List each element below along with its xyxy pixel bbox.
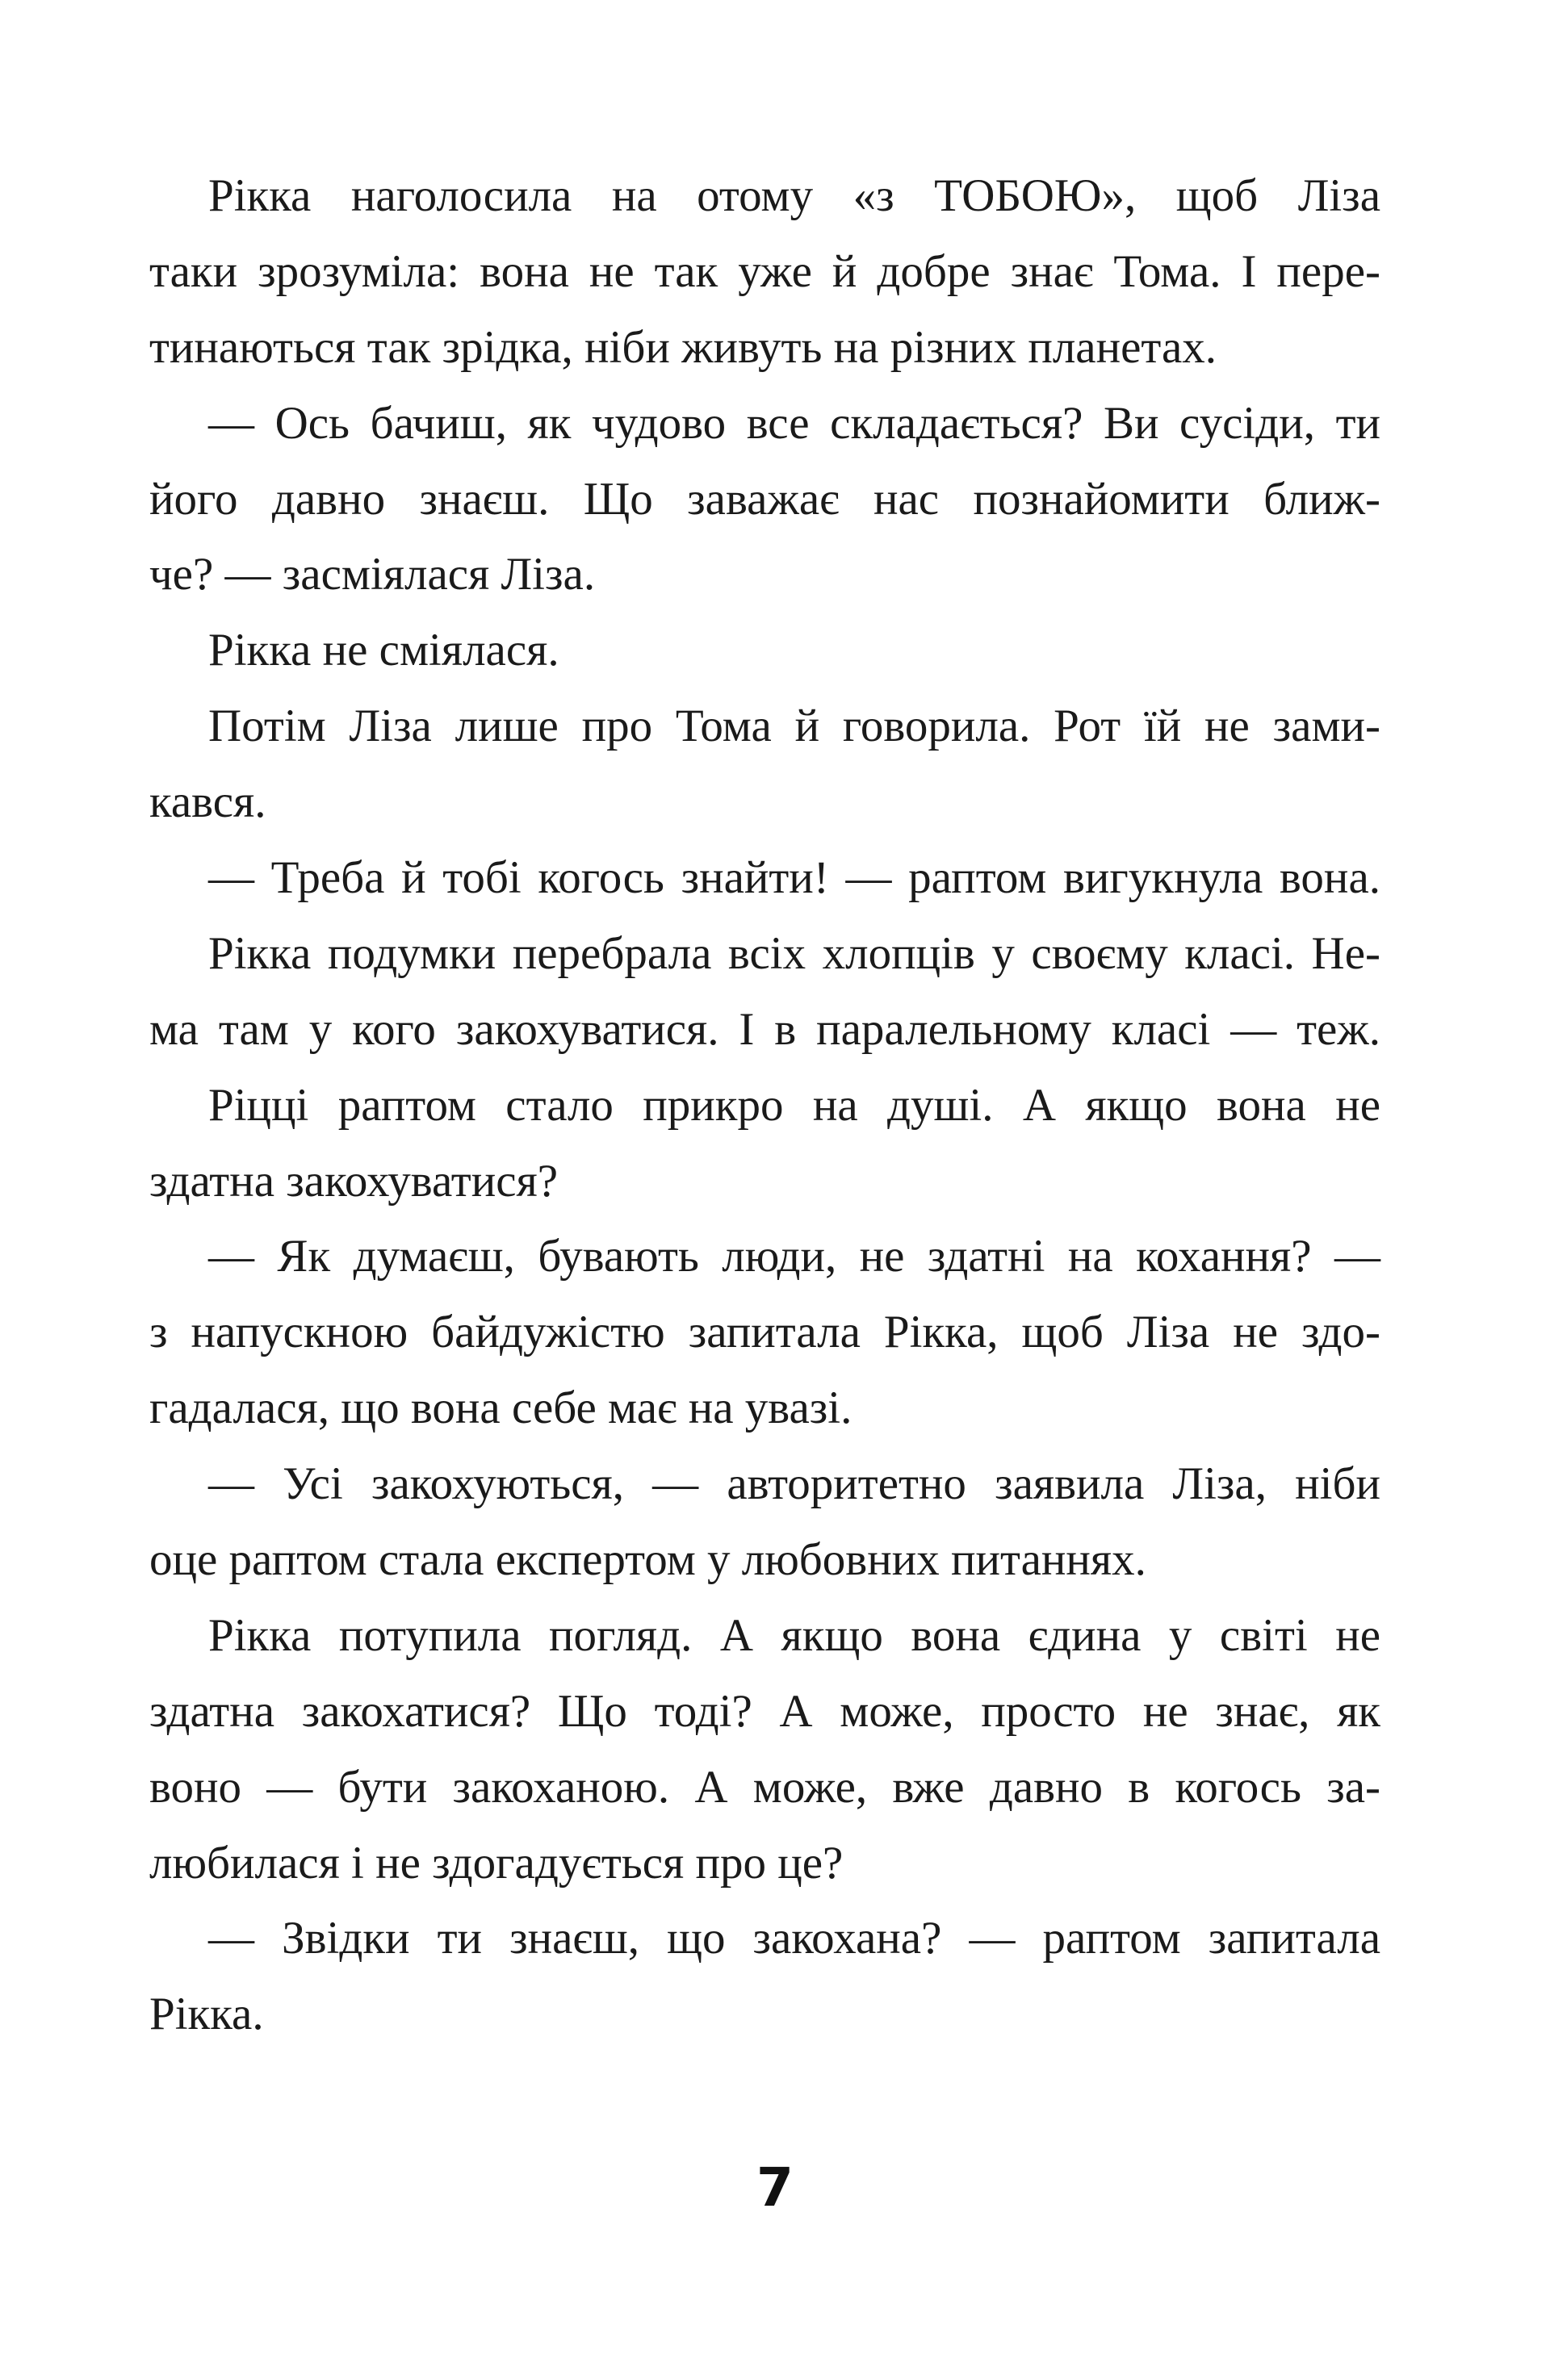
text-line: його давно знаєш. Що заважає нас познайомити ближ-	[149, 473, 1380, 525]
dialogue-line: — Усі закохуються, — авторитетно заявила Ліза, ніби	[208, 1458, 1380, 1510]
text-line: таки зрозуміла: вона не так уже й добре знає Тома. І пере-	[149, 245, 1380, 297]
text-line: тинаються так зрідка, ніби живуть на різних планетах.	[149, 321, 1217, 373]
text-line: кався.	[149, 776, 266, 828]
text-line: з напускною байдужістю запитала Рікка, щоб Ліза не здо-	[149, 1307, 1380, 1358]
page-text	[149, 158, 1380, 2052]
text-line: воно — бути закоханою. А може, вже давно в когось за-	[149, 1761, 1380, 1813]
text-line: Рікка потупила погляд. А якщо вона єдина у світі не	[208, 1609, 1380, 1661]
text-line: ма там у кого закохуватися. І в паралельному класі — теж.	[149, 1003, 1380, 1055]
dialogue-line: — Треба й тобі когось знайти! — раптом вигукнула вона.	[208, 852, 1380, 904]
text-line: здатна закохатися? Що тоді? А може, просто не знає, як	[149, 1685, 1380, 1737]
dialogue-line: — Звідки ти знаєш, що закохана? — раптом запитала	[208, 1913, 1380, 1964]
text-line: здатна закохуватися?	[149, 1155, 559, 1207]
text-line: Рікка не сміялася.	[208, 625, 559, 676]
text-line: любилася і не здогадується про це?	[149, 1837, 844, 1889]
text-line: Ріцці раптом стало прикро на душі. А якщо вона не	[208, 1079, 1380, 1131]
dialogue-line: — Ось бачиш, як чудово все складається? Ви сусіди, ти	[208, 397, 1380, 449]
page-number: 7	[756, 2156, 794, 2219]
text-line: Потім Ліза лише про Тома й говорила. Рот їй не зами-	[208, 701, 1380, 752]
dialogue-line: — Як думаєш, бувають люди, не здатні на кохання? —	[208, 1231, 1380, 1282]
text-line: гадалася, що вона себе має на увазі.	[149, 1382, 852, 1434]
text-line: Рікка.	[149, 1989, 264, 2040]
text-line: че? — засміялася Ліза.	[149, 549, 596, 600]
text-line: Рікка наголосила на отому «з ТОБОЮ», щоб Ліза	[208, 170, 1380, 221]
text-line: оце раптом стала експертом у любовних питаннях.	[149, 1534, 1146, 1586]
text-line: Рікка подумки перебрала всіх хлопців у своєму класі. Не-	[208, 927, 1380, 979]
